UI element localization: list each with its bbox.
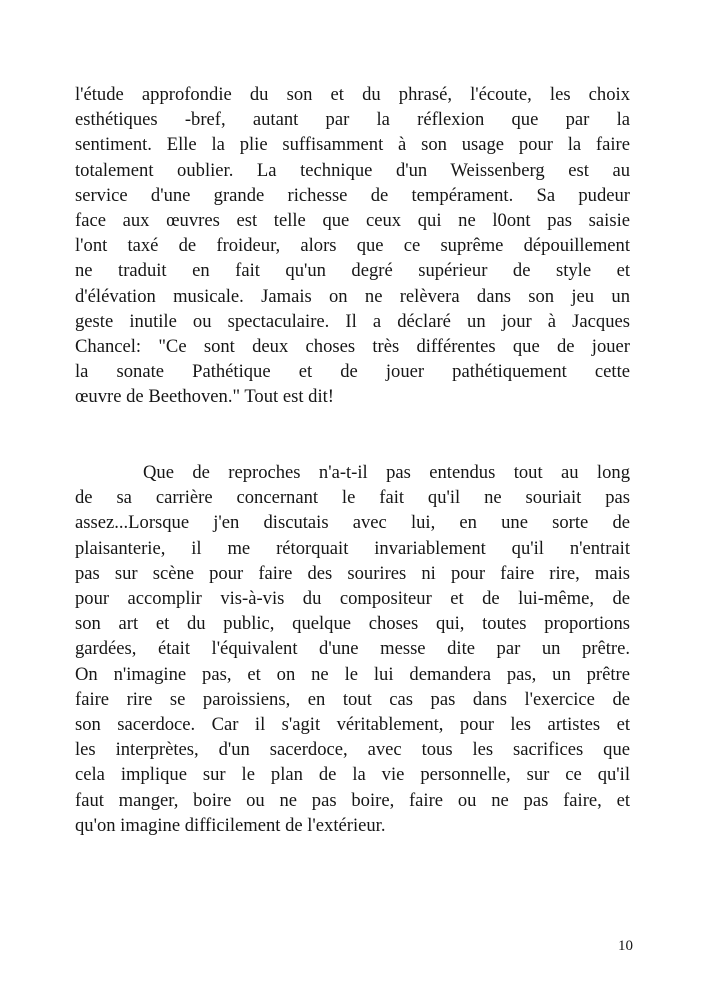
text-line: totalement oublier. La technique d'un Weissenberg est au — [75, 159, 630, 181]
text-line: l'étude approfondie du son et du phrasé, l'écoute, les choix — [75, 84, 630, 105]
text-line: son art et du public, quelque choses qui, toutes proportions — [75, 613, 630, 635]
text-line: esthétiques -bref, autant par la réflexion que par la — [75, 109, 630, 131]
page-number: 10 — [618, 938, 633, 954]
text-line: ne traduit en fait qu'un degré supérieur de style et — [75, 260, 630, 282]
paragraph — [75, 460, 630, 838]
text-line: Chancel: "Ce sont deux choses très différentes que de jouer — [75, 336, 630, 358]
text-line: de sa carrière concernant le fait qu'il ne souriait pas — [75, 487, 630, 509]
text-line: Que de reproches n'a-t-il pas entendus tout au long — [143, 462, 630, 484]
text-line: faire rire se paroissiens, en tout cas pas dans l'exercice de — [75, 688, 630, 710]
text-line: On n'imagine pas, et on ne le lui demandera pas, un prêtre — [75, 663, 630, 685]
text-line: cela implique sur le plan de la vie personnelle, sur ce qu'il — [75, 764, 630, 786]
text-line: la sonate Pathétique et de jouer pathétiquement cette — [75, 361, 630, 383]
text-line: faut manger, boire ou ne pas boire, faire ou ne pas faire, et — [75, 789, 630, 811]
text-line: geste inutile ou spectaculaire. Il a déclaré un jour à Jacques — [75, 310, 630, 332]
text-line: plaisanterie, il me rétorquait invariablement qu'il n'entrait — [75, 537, 630, 559]
text-line: sentiment. Elle la plie suffisamment à son usage pour la faire — [75, 134, 630, 156]
document-body — [75, 82, 630, 838]
text-line: gardées, était l'équivalent d'une messe dite par un prêtre. — [75, 638, 630, 660]
text-line: son sacerdoce. Car il s'agit véritablement, pour les artistes et — [75, 714, 630, 736]
text-line: service d'une grande richesse de tempérament. Sa pudeur — [75, 184, 630, 206]
text-line: pour accomplir vis-à-vis du compositeur et de lui-même, de — [75, 588, 630, 610]
text-line: assez...Lorsque j'en discutais avec lui, en une sorte de — [75, 512, 630, 534]
text-line: les interprètes, d'un sacerdoce, avec tous les sacrifices que — [75, 739, 630, 761]
text-line: l'ont taxé de froideur, alors que ce suprême dépouillement — [75, 235, 630, 257]
text-line: d'élévation musicale. Jamais on ne relèvera dans son jeu un — [75, 285, 630, 307]
text-line: qu'on imagine difficilement de l'extérieur. — [75, 814, 386, 836]
text-line: pas sur scène pour faire des sourires ni pour faire rire, mais — [75, 562, 630, 584]
text-line: face aux œuvres est telle que ceux qui ne l0ont pas saisie — [75, 210, 630, 232]
text-line: œuvre de Beethoven." Tout est dit! — [75, 386, 334, 408]
paragraph — [75, 82, 630, 410]
